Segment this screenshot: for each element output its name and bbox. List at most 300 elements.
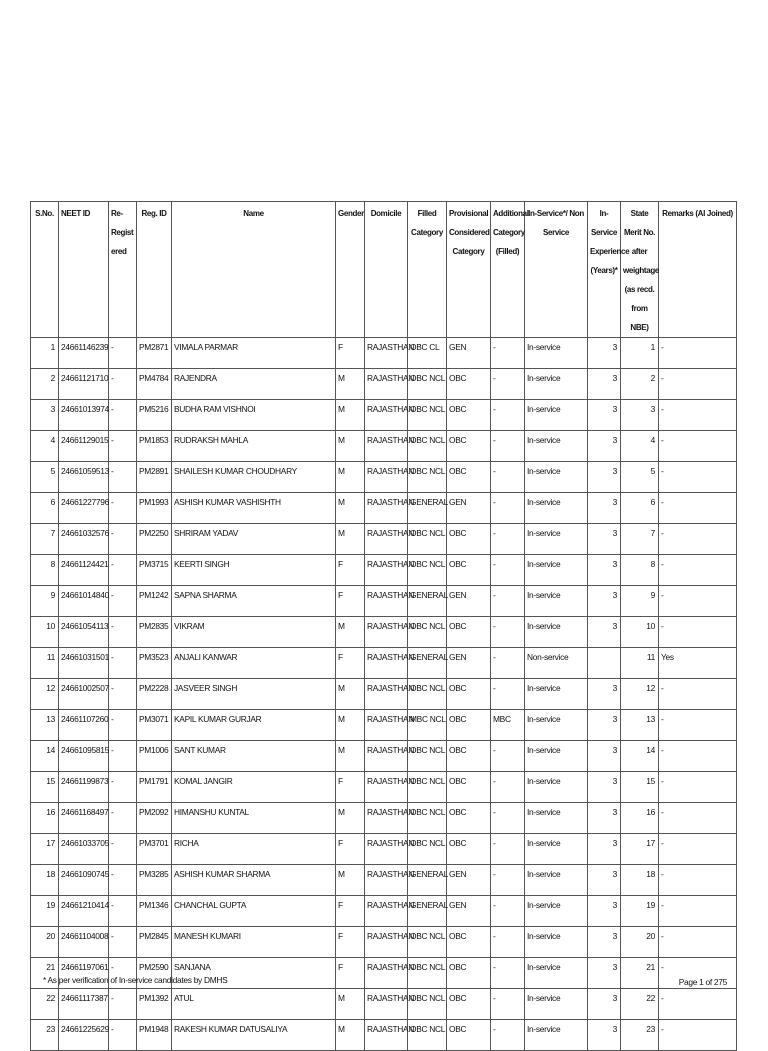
cell-service-status: In-service: [525, 524, 588, 555]
table-row: [31, 896, 737, 927]
cell-filled-category: GENERAL: [408, 586, 447, 617]
cell-reg-id: PM1392: [137, 989, 172, 1020]
header-sno: S.No.: [31, 202, 59, 338]
cell-state-merit-no: 21: [621, 958, 659, 989]
cell-provisional-category: GEN: [447, 586, 491, 617]
cell-experience-years: 3: [588, 1020, 621, 1051]
cell-service-status: In-service: [525, 803, 588, 834]
cell-neet-id: 24661032576: [59, 524, 109, 555]
cell-sno: 4: [31, 431, 59, 462]
cell-filled-category: OBC CL: [408, 338, 447, 369]
cell-sno: 22: [31, 989, 59, 1020]
cell-remarks: -: [659, 958, 737, 989]
cell-re-registered: -: [109, 493, 137, 524]
cell-remarks: -: [659, 524, 737, 555]
cell-reg-id: PM2250: [137, 524, 172, 555]
cell-sno: 13: [31, 710, 59, 741]
cell-domicile: RAJASTHAN: [365, 493, 408, 524]
cell-gender: F: [336, 586, 365, 617]
cell-service-status: In-service: [525, 834, 588, 865]
cell-service-status: In-service: [525, 958, 588, 989]
cell-filled-category: OBC NCL: [408, 741, 447, 772]
cell-re-registered: -: [109, 927, 137, 958]
cell-domicile: RAJASTHAN: [365, 958, 408, 989]
cell-experience-years: 3: [588, 617, 621, 648]
cell-filled-category: OBC NCL: [408, 803, 447, 834]
cell-name: SANJANA: [172, 958, 336, 989]
cell-re-registered: -: [109, 710, 137, 741]
cell-neet-id: 24661168497: [59, 803, 109, 834]
cell-name: BUDHA RAM VISHNOI: [172, 400, 336, 431]
cell-provisional-category: OBC: [447, 803, 491, 834]
cell-name: HIMANSHU KUNTAL: [172, 803, 336, 834]
cell-service-status: In-service: [525, 462, 588, 493]
cell-filled-category: OBC NCL: [408, 462, 447, 493]
cell-reg-id: PM5216: [137, 400, 172, 431]
cell-experience-years: 3: [588, 462, 621, 493]
cell-gender: M: [336, 400, 365, 431]
cell-remarks: -: [659, 617, 737, 648]
header-provisional-category: Provisional Considered Category: [447, 202, 491, 338]
cell-reg-id: PM2228: [137, 679, 172, 710]
cell-sno: 23: [31, 1020, 59, 1051]
cell-gender: F: [336, 555, 365, 586]
cell-service-status: In-service: [525, 896, 588, 927]
cell-provisional-category: GEN: [447, 338, 491, 369]
cell-experience-years: 3: [588, 772, 621, 803]
cell-experience-years: 3: [588, 710, 621, 741]
cell-additional-category: -: [491, 524, 525, 555]
cell-gender: M: [336, 989, 365, 1020]
cell-gender: M: [336, 803, 365, 834]
cell-service-status: In-service: [525, 338, 588, 369]
cell-additional-category: -: [491, 462, 525, 493]
cell-provisional-category: GEN: [447, 865, 491, 896]
cell-reg-id: PM1993: [137, 493, 172, 524]
cell-filled-category: OBC NCL: [408, 834, 447, 865]
cell-gender: M: [336, 617, 365, 648]
cell-gender: F: [336, 338, 365, 369]
table-row: [31, 679, 737, 710]
cell-filled-category: OBC NCL: [408, 927, 447, 958]
cell-filled-category: GENERAL: [408, 865, 447, 896]
cell-name: CHANCHAL GUPTA: [172, 896, 336, 927]
cell-reg-id: PM3715: [137, 555, 172, 586]
cell-provisional-category: OBC: [447, 710, 491, 741]
cell-sno: 17: [31, 834, 59, 865]
cell-domicile: RAJASTHAN: [365, 462, 408, 493]
cell-remarks: -: [659, 710, 737, 741]
cell-domicile: RAJASTHAN: [365, 617, 408, 648]
header-reg-id: Reg. ID: [137, 202, 172, 338]
table-row: [31, 555, 737, 586]
cell-service-status: Non-service: [525, 648, 588, 679]
cell-re-registered: -: [109, 462, 137, 493]
cell-filled-category: OBC NCL: [408, 989, 447, 1020]
cell-state-merit-no: 9: [621, 586, 659, 617]
cell-sno: 14: [31, 741, 59, 772]
merit-list-table: [30, 201, 737, 1051]
cell-provisional-category: OBC: [447, 1020, 491, 1051]
cell-sno: 8: [31, 555, 59, 586]
cell-filled-category: GENERAL: [408, 648, 447, 679]
cell-domicile: RAJASTHAN: [365, 834, 408, 865]
cell-provisional-category: OBC: [447, 431, 491, 462]
cell-name: VIKRAM: [172, 617, 336, 648]
cell-filled-category: OBC NCL: [408, 958, 447, 989]
cell-name: KAPIL KUMAR GURJAR: [172, 710, 336, 741]
footnote: * As per verification of In-service candidates by DMHS: [43, 975, 228, 985]
table-row: [31, 927, 737, 958]
cell-gender: F: [336, 896, 365, 927]
cell-state-merit-no: 8: [621, 555, 659, 586]
cell-state-merit-no: 3: [621, 400, 659, 431]
cell-domicile: RAJASTHAN: [365, 586, 408, 617]
cell-re-registered: -: [109, 369, 137, 400]
cell-additional-category: -: [491, 958, 525, 989]
cell-reg-id: PM1006: [137, 741, 172, 772]
cell-remarks: -: [659, 400, 737, 431]
cell-state-merit-no: 15: [621, 772, 659, 803]
cell-name: RAJENDRA: [172, 369, 336, 400]
cell-remarks: -: [659, 741, 737, 772]
cell-gender: M: [336, 369, 365, 400]
cell-additional-category: -: [491, 679, 525, 710]
cell-experience-years: 3: [588, 369, 621, 400]
cell-experience-years: 3: [588, 741, 621, 772]
cell-sno: 19: [31, 896, 59, 927]
cell-name: ANJALI KANWAR: [172, 648, 336, 679]
cell-remarks: -: [659, 896, 737, 927]
cell-remarks: -: [659, 927, 737, 958]
cell-provisional-category: OBC: [447, 400, 491, 431]
cell-experience-years: 3: [588, 679, 621, 710]
table-row: [31, 400, 737, 431]
cell-domicile: RAJASTHAN: [365, 338, 408, 369]
cell-domicile: RAJASTHAN: [365, 865, 408, 896]
cell-reg-id: PM3071: [137, 710, 172, 741]
cell-reg-id: PM3701: [137, 834, 172, 865]
cell-service-status: In-service: [525, 493, 588, 524]
cell-additional-category: -: [491, 989, 525, 1020]
cell-gender: F: [336, 958, 365, 989]
cell-gender: F: [336, 927, 365, 958]
cell-service-status: In-service: [525, 741, 588, 772]
cell-domicile: RAJASTHAN: [365, 555, 408, 586]
cell-provisional-category: GEN: [447, 493, 491, 524]
cell-additional-category: -: [491, 493, 525, 524]
table-row: [31, 462, 737, 493]
cell-additional-category: -: [491, 555, 525, 586]
cell-sno: 15: [31, 772, 59, 803]
cell-neet-id: 24661129015: [59, 431, 109, 462]
cell-state-merit-no: 23: [621, 1020, 659, 1051]
cell-service-status: In-service: [525, 1020, 588, 1051]
cell-filled-category: OBC NCL: [408, 524, 447, 555]
cell-service-status: In-service: [525, 710, 588, 741]
cell-service-status: In-service: [525, 555, 588, 586]
cell-state-merit-no: 5: [621, 462, 659, 493]
cell-domicile: RAJASTHAN: [365, 679, 408, 710]
cell-gender: F: [336, 834, 365, 865]
cell-remarks: -: [659, 679, 737, 710]
cell-experience-years: 3: [588, 803, 621, 834]
cell-remarks: -: [659, 772, 737, 803]
cell-experience-years: 3: [588, 958, 621, 989]
cell-sno: 7: [31, 524, 59, 555]
header-remarks: Remarks (AI Joined): [659, 202, 737, 338]
cell-provisional-category: OBC: [447, 369, 491, 400]
cell-gender: M: [336, 493, 365, 524]
cell-provisional-category: OBC: [447, 772, 491, 803]
cell-name: RUDRAKSH MAHLA: [172, 431, 336, 462]
cell-neet-id: 24661210414: [59, 896, 109, 927]
cell-remarks: -: [659, 431, 737, 462]
cell-provisional-category: OBC: [447, 958, 491, 989]
cell-state-merit-no: 19: [621, 896, 659, 927]
cell-gender: M: [336, 679, 365, 710]
cell-state-merit-no: 12: [621, 679, 659, 710]
cell-filled-category: OBC NCL: [408, 772, 447, 803]
cell-remarks: Yes: [659, 648, 737, 679]
cell-re-registered: -: [109, 648, 137, 679]
cell-experience-years: 3: [588, 524, 621, 555]
cell-reg-id: PM2092: [137, 803, 172, 834]
cell-filled-category: OBC NCL: [408, 369, 447, 400]
cell-reg-id: PM3285: [137, 865, 172, 896]
cell-domicile: RAJASTHAN: [365, 524, 408, 555]
cell-reg-id: PM3523: [137, 648, 172, 679]
cell-name: SHRIRAM YADAV: [172, 524, 336, 555]
cell-service-status: In-service: [525, 679, 588, 710]
header-domicile: Domicile: [365, 202, 408, 338]
cell-neet-id: 24661002507: [59, 679, 109, 710]
cell-additional-category: -: [491, 1020, 525, 1051]
cell-additional-category: -: [491, 865, 525, 896]
cell-service-status: In-service: [525, 586, 588, 617]
cell-additional-category: -: [491, 772, 525, 803]
cell-name: VIMALA PARMAR: [172, 338, 336, 369]
cell-remarks: -: [659, 586, 737, 617]
table-row: [31, 369, 737, 400]
cell-reg-id: PM2835: [137, 617, 172, 648]
cell-re-registered: -: [109, 1020, 137, 1051]
table-row: [31, 586, 737, 617]
header-neet-id: NEET ID: [59, 202, 109, 338]
cell-domicile: RAJASTHAN: [365, 710, 408, 741]
cell-filled-category: GENERAL: [408, 896, 447, 927]
cell-state-merit-no: 17: [621, 834, 659, 865]
cell-domicile: RAJASTHAN: [365, 896, 408, 927]
cell-name: SAPNA SHARMA: [172, 586, 336, 617]
cell-re-registered: -: [109, 772, 137, 803]
cell-reg-id: PM2590: [137, 958, 172, 989]
table-row: [31, 1020, 737, 1051]
header-gender: Gender: [336, 202, 365, 338]
cell-additional-category: -: [491, 369, 525, 400]
cell-filled-category: OBC NCL: [408, 431, 447, 462]
cell-name: RICHA: [172, 834, 336, 865]
cell-additional-category: -: [491, 586, 525, 617]
cell-experience-years: 3: [588, 865, 621, 896]
cell-filled-category: OBC NCL: [408, 679, 447, 710]
cell-reg-id: PM4784: [137, 369, 172, 400]
cell-re-registered: -: [109, 338, 137, 369]
cell-additional-category: -: [491, 927, 525, 958]
cell-domicile: RAJASTHAN: [365, 431, 408, 462]
header-additional-category: Additional Category (Filled): [491, 202, 525, 338]
cell-neet-id: 24661054113: [59, 617, 109, 648]
cell-neet-id: 24661013974: [59, 400, 109, 431]
cell-re-registered: -: [109, 803, 137, 834]
cell-re-registered: -: [109, 958, 137, 989]
cell-experience-years: 3: [588, 493, 621, 524]
cell-sno: 9: [31, 586, 59, 617]
cell-additional-category: -: [491, 400, 525, 431]
cell-name: SHAILESH KUMAR CHOUDHARY: [172, 462, 336, 493]
cell-reg-id: PM1346: [137, 896, 172, 927]
cell-provisional-category: OBC: [447, 555, 491, 586]
cell-name: KEERTI SINGH: [172, 555, 336, 586]
cell-neet-id: 24661095815: [59, 741, 109, 772]
cell-state-merit-no: 1: [621, 338, 659, 369]
cell-sno: 11: [31, 648, 59, 679]
cell-re-registered: -: [109, 834, 137, 865]
cell-re-registered: -: [109, 617, 137, 648]
cell-gender: M: [336, 741, 365, 772]
cell-neet-id: 24661197061: [59, 958, 109, 989]
cell-remarks: -: [659, 493, 737, 524]
cell-remarks: -: [659, 462, 737, 493]
cell-additional-category: -: [491, 896, 525, 927]
cell-sno: 16: [31, 803, 59, 834]
cell-neet-id: 24661121710: [59, 369, 109, 400]
cell-remarks: -: [659, 803, 737, 834]
cell-experience-years: 3: [588, 400, 621, 431]
cell-name: SANT KUMAR: [172, 741, 336, 772]
cell-name: ASHISH KUMAR VASHISHTH: [172, 493, 336, 524]
cell-re-registered: -: [109, 741, 137, 772]
cell-experience-years: 3: [588, 555, 621, 586]
cell-state-merit-no: 2: [621, 369, 659, 400]
cell-sno: 6: [31, 493, 59, 524]
cell-neet-id: 24661090745: [59, 865, 109, 896]
cell-additional-category: -: [491, 648, 525, 679]
table-header-row: [31, 202, 737, 338]
cell-service-status: In-service: [525, 772, 588, 803]
cell-neet-id: 24661104008: [59, 927, 109, 958]
cell-sno: 5: [31, 462, 59, 493]
cell-state-merit-no: 11: [621, 648, 659, 679]
table-row: [31, 741, 737, 772]
cell-domicile: RAJASTHAN: [365, 741, 408, 772]
cell-neet-id: 24661033705: [59, 834, 109, 865]
cell-sno: 12: [31, 679, 59, 710]
cell-reg-id: PM2891: [137, 462, 172, 493]
cell-gender: M: [336, 1020, 365, 1051]
cell-reg-id: PM2871: [137, 338, 172, 369]
cell-experience-years: 3: [588, 338, 621, 369]
cell-state-merit-no: 22: [621, 989, 659, 1020]
table-row: [31, 493, 737, 524]
cell-name: RAKESH KUMAR DATUSALIYA: [172, 1020, 336, 1051]
cell-domicile: RAJASTHAN: [365, 803, 408, 834]
cell-sno: 18: [31, 865, 59, 896]
header-experience-years: In-Service Experience (Years)*: [588, 202, 621, 338]
cell-provisional-category: OBC: [447, 462, 491, 493]
cell-provisional-category: GEN: [447, 648, 491, 679]
cell-gender: M: [336, 524, 365, 555]
table-row: [31, 617, 737, 648]
cell-state-merit-no: 6: [621, 493, 659, 524]
cell-domicile: RAJASTHAN: [365, 989, 408, 1020]
cell-reg-id: PM1242: [137, 586, 172, 617]
cell-service-status: In-service: [525, 400, 588, 431]
cell-provisional-category: OBC: [447, 741, 491, 772]
cell-experience-years: 3: [588, 989, 621, 1020]
cell-re-registered: -: [109, 989, 137, 1020]
cell-provisional-category: OBC: [447, 679, 491, 710]
cell-service-status: In-service: [525, 989, 588, 1020]
cell-neet-id: 24661117387: [59, 989, 109, 1020]
cell-experience-years: 3: [588, 927, 621, 958]
cell-re-registered: -: [109, 586, 137, 617]
cell-re-registered: -: [109, 679, 137, 710]
cell-filled-category: MBC NCL: [408, 710, 447, 741]
cell-re-registered: -: [109, 865, 137, 896]
cell-provisional-category: GEN: [447, 896, 491, 927]
cell-provisional-category: OBC: [447, 617, 491, 648]
table-body: [31, 338, 737, 1051]
cell-re-registered: -: [109, 524, 137, 555]
cell-gender: M: [336, 462, 365, 493]
table-row: [31, 524, 737, 555]
cell-domicile: RAJASTHAN: [365, 648, 408, 679]
cell-remarks: -: [659, 834, 737, 865]
cell-gender: M: [336, 865, 365, 896]
cell-neet-id: 24661146239: [59, 338, 109, 369]
cell-additional-category: -: [491, 431, 525, 462]
cell-remarks: -: [659, 989, 737, 1020]
page-number: Page 1 of 275: [678, 977, 727, 987]
header-state-merit-no: State Merit No. after weightage (as recd. from NBE): [621, 202, 659, 338]
cell-sno: 21: [31, 958, 59, 989]
cell-filled-category: OBC NCL: [408, 617, 447, 648]
cell-name: ASHISH KUMAR SHARMA: [172, 865, 336, 896]
cell-sno: 10: [31, 617, 59, 648]
table-row: [31, 710, 737, 741]
cell-additional-category: -: [491, 741, 525, 772]
cell-domicile: RAJASTHAN: [365, 927, 408, 958]
cell-reg-id: PM1948: [137, 1020, 172, 1051]
cell-state-merit-no: 10: [621, 617, 659, 648]
cell-domicile: RAJASTHAN: [365, 369, 408, 400]
header-service-status: In-Service*/ Non Service: [525, 202, 588, 338]
cell-state-merit-no: 7: [621, 524, 659, 555]
cell-service-status: In-service: [525, 617, 588, 648]
cell-reg-id: PM1791: [137, 772, 172, 803]
cell-sno: 20: [31, 927, 59, 958]
cell-state-merit-no: 18: [621, 865, 659, 896]
cell-sno: 2: [31, 369, 59, 400]
cell-reg-id: PM1853: [137, 431, 172, 462]
cell-name: ATUL: [172, 989, 336, 1020]
cell-experience-years: 3: [588, 896, 621, 927]
table-row: [31, 803, 737, 834]
cell-remarks: -: [659, 369, 737, 400]
cell-filled-category: GENERAL: [408, 493, 447, 524]
cell-remarks: -: [659, 1020, 737, 1051]
